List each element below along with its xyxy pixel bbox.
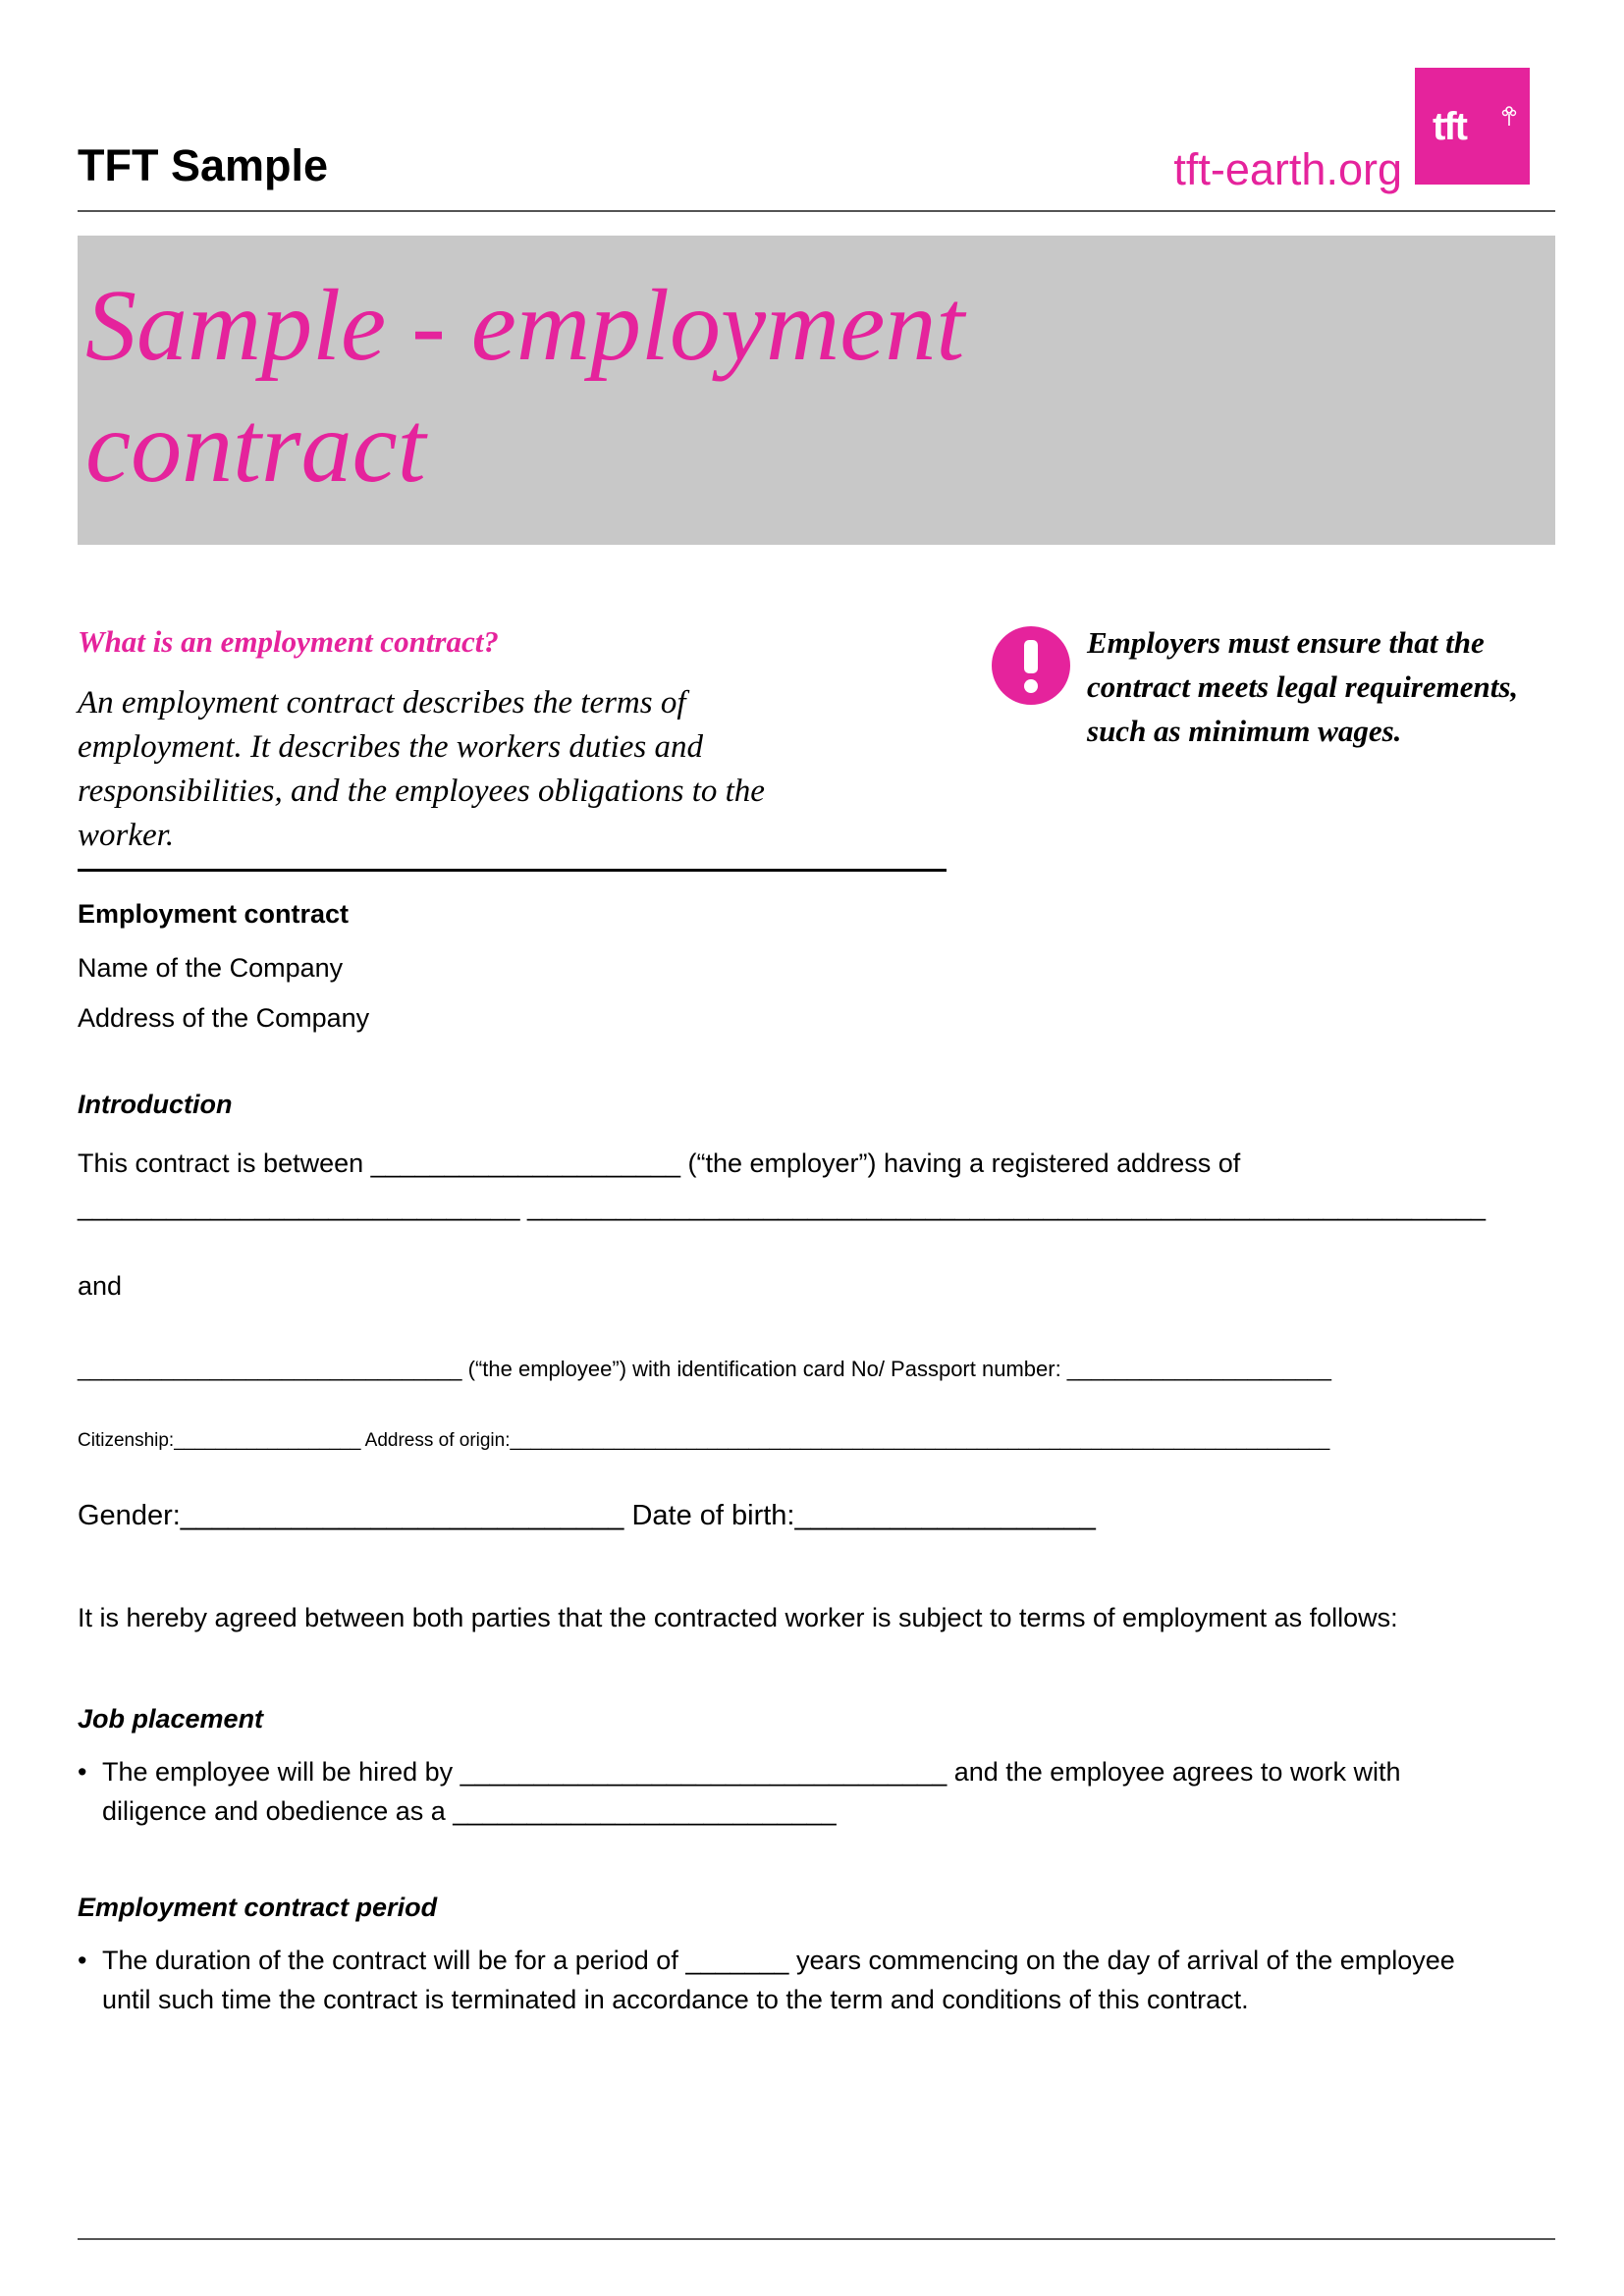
company-name-field: Name of the Company bbox=[78, 953, 344, 983]
exclamation-icon bbox=[992, 626, 1070, 705]
alert-note: Employers must ensure that the contract meets legal requirements, such as minimum wages. bbox=[1087, 625, 1519, 748]
document-title bbox=[85, 265, 1362, 508]
gender-birth-line: Gender:____________________________ Date of birth:___________________ bbox=[78, 1500, 1096, 1531]
document-title-line-1: Sample - employment bbox=[85, 269, 965, 382]
logo-wordmark: tft bbox=[1433, 105, 1466, 148]
info-body: An employment contract describes the terms of employment. It describes the workers duties and responsibilities, and the employees obligations to the worker. bbox=[78, 685, 765, 853]
job-placement-item bbox=[78, 1752, 1550, 1833]
document-title-line-2: contract bbox=[85, 391, 426, 504]
contract-period-heading: Employment contract period bbox=[78, 1893, 438, 1922]
job-placement-heading: Job placement bbox=[78, 1704, 264, 1734]
tft-logo bbox=[1415, 68, 1530, 185]
and-text: and bbox=[78, 1271, 123, 1301]
employee-identification-line: ________________________________ (“the employee”) with identification card No/ Passport number: ______________________ bbox=[78, 1357, 1331, 1381]
info-heading: What is an employment contract? bbox=[78, 624, 499, 659]
agreement-statement: It is hereby agreed between both parties that the contracted worker is subject to terms of employment as follows: bbox=[78, 1603, 1398, 1632]
job-placement-text: The employee will be hired by _________________________________ and the employee agrees to work with diligence and obedience as a __________________________ bbox=[102, 1757, 1401, 1826]
title-banner bbox=[78, 236, 1555, 545]
info-divider bbox=[78, 869, 947, 872]
flower-icon bbox=[1500, 105, 1518, 127]
bullet-dot: • bbox=[78, 1757, 87, 1787]
contract-heading: Employment contract bbox=[78, 899, 350, 929]
contract-period-text: The duration of the contract will be for a period of _______ years commencing on the day of arrival of the employee until such time the contract is terminated in accordance to the term and conditions of this contract. bbox=[102, 1946, 1455, 2014]
citizenship-address-line: Citizenship:__________________ Address of origin:_______________________________________________________________________________ bbox=[78, 1430, 1330, 1451]
intro-employer-line: This contract is between _____________________ (“the employer”) having a registered address of bbox=[78, 1148, 1241, 1178]
header-divider bbox=[78, 210, 1555, 212]
introduction-heading: Introduction bbox=[78, 1090, 233, 1119]
document-header-title: TFT Sample bbox=[78, 140, 329, 190]
site-url-link[interactable]: tft-earth.org bbox=[1173, 144, 1402, 194]
contract-period-item bbox=[78, 1941, 1550, 2021]
company-address-field: Address of the Company bbox=[78, 1003, 370, 1033]
bullet-dot: • bbox=[78, 1946, 87, 1975]
intro-address-blank: ______________________________ _________________________________________________________________ bbox=[78, 1192, 1487, 1221]
footer-divider bbox=[78, 2238, 1555, 2240]
